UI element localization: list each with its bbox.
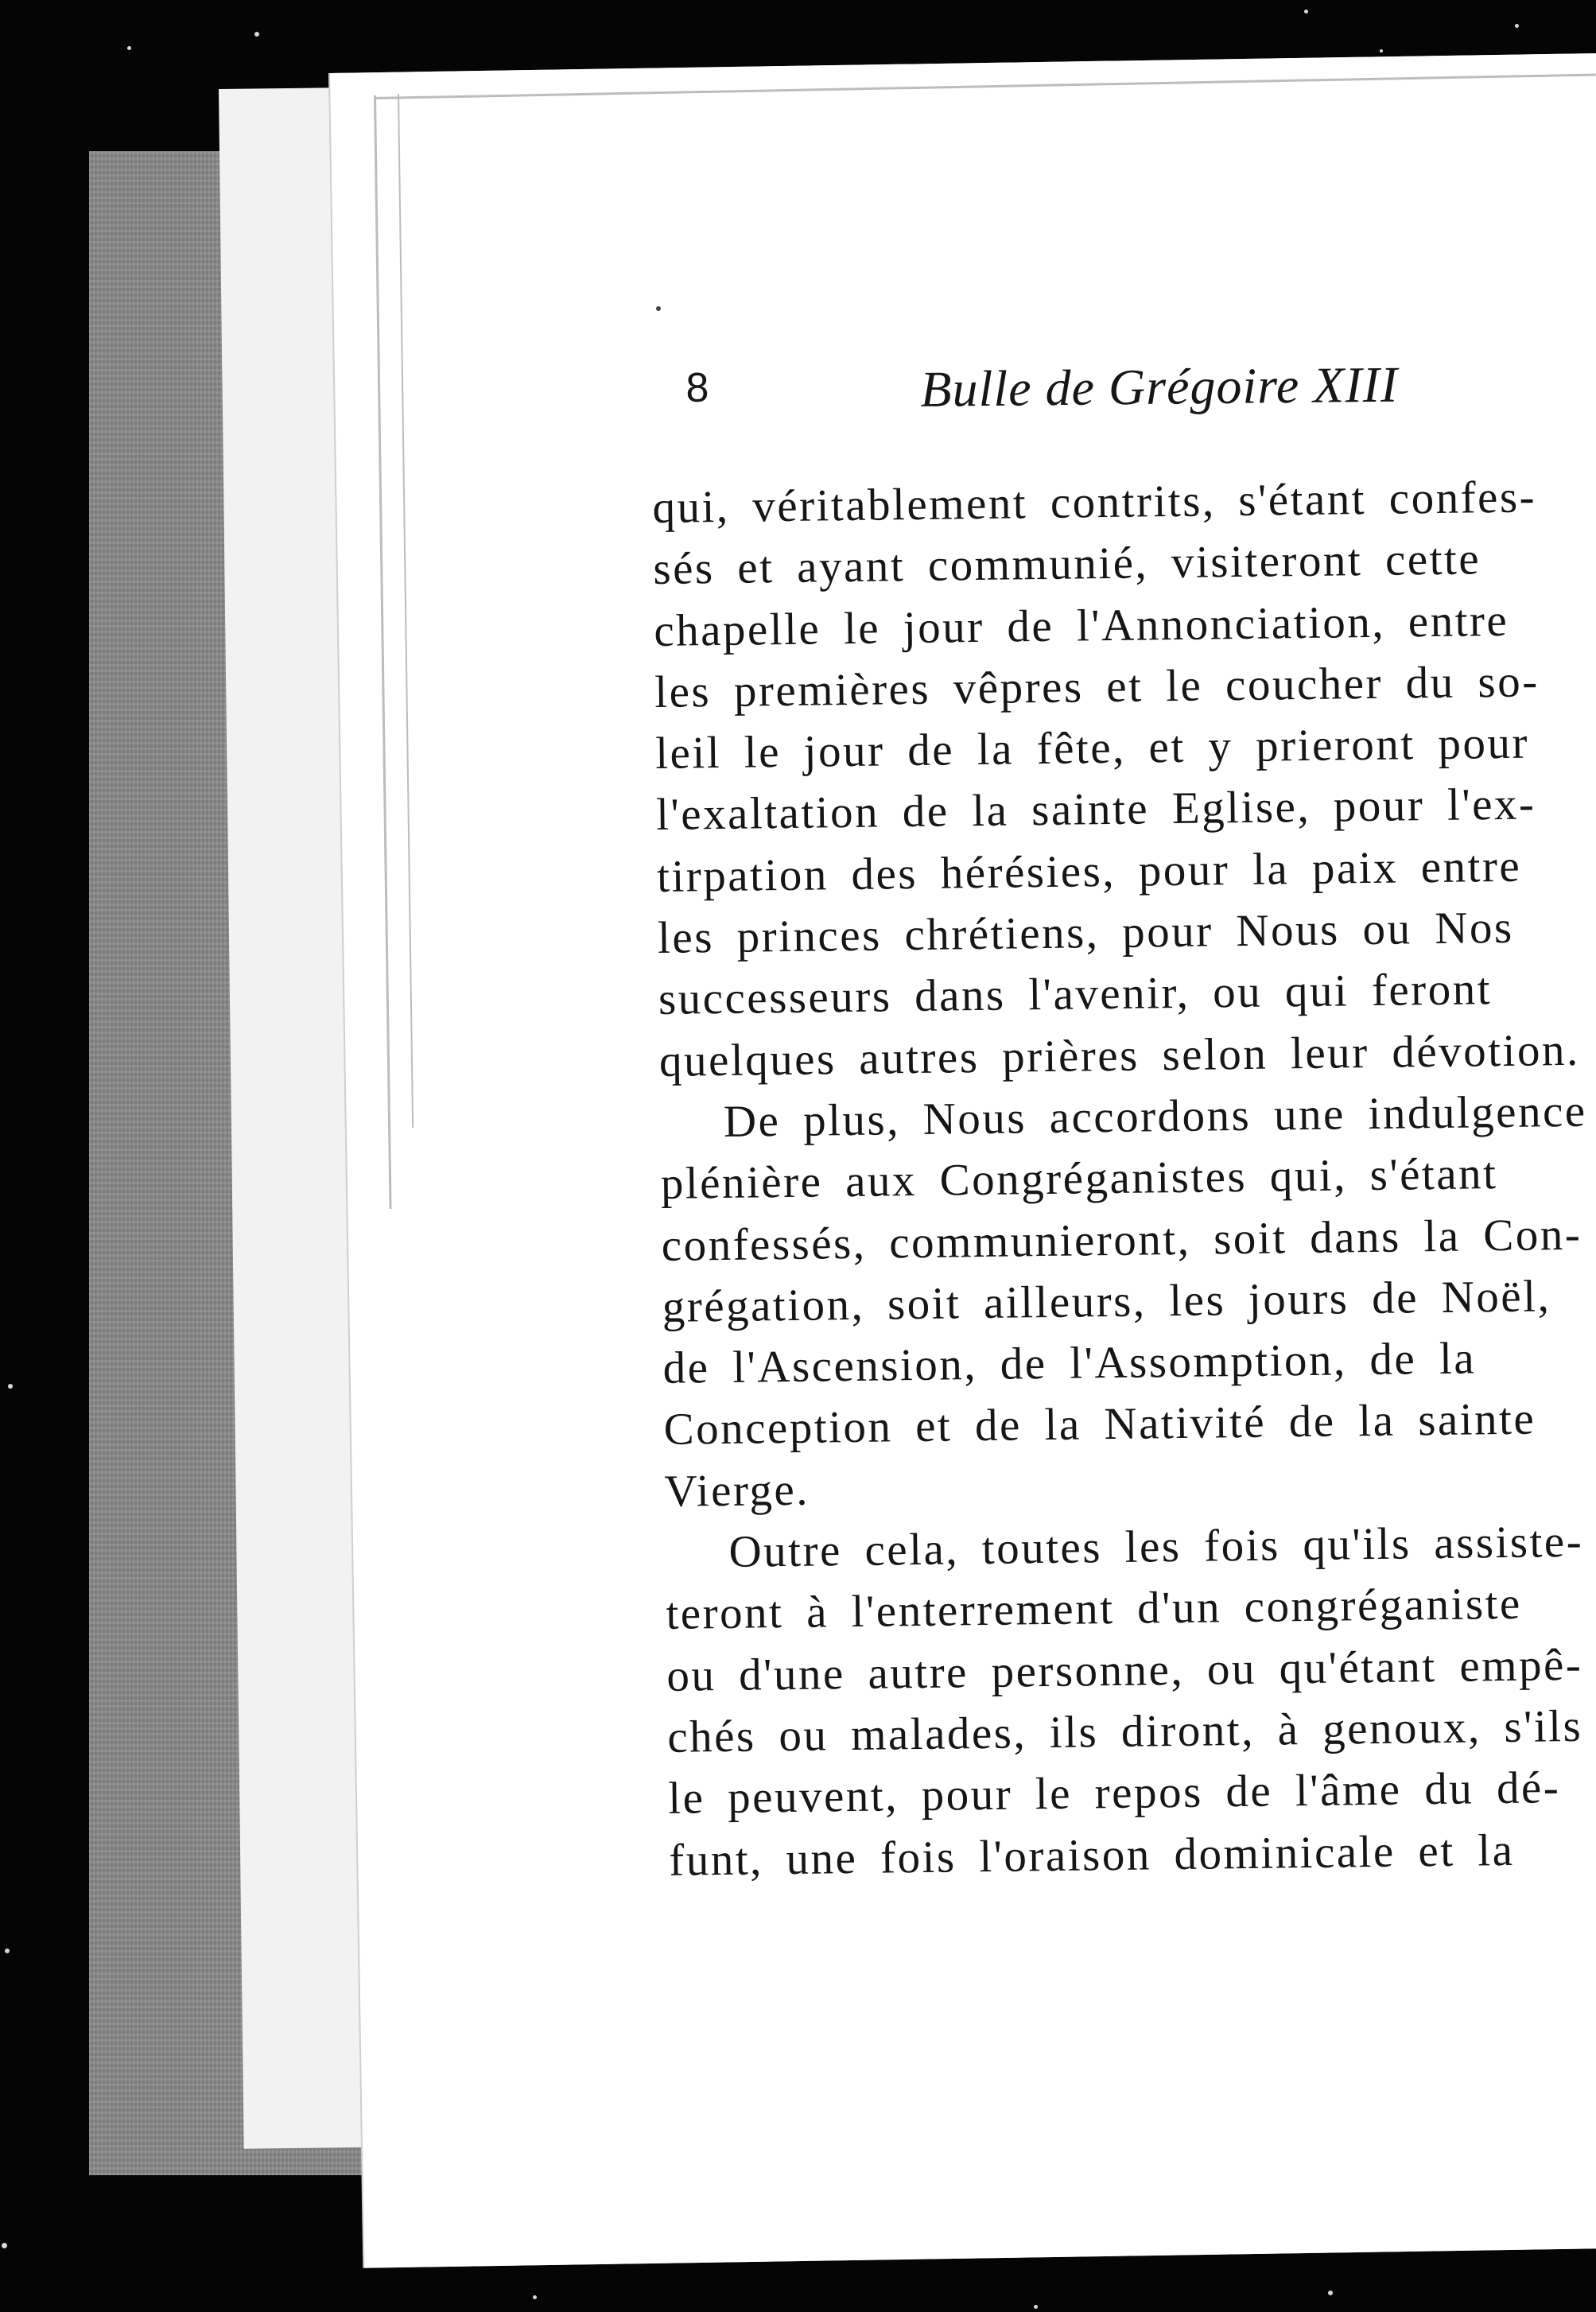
text-line: Conception et de la Nativité de la sainte [663,1393,1536,1455]
text-line: chés ou malades, ils diront, à genoux, s'ils [666,1700,1583,1762]
text-line: sés et ayant communié, visiteront cette [653,534,1481,595]
running-title: Bulle de Grégoire XIII [920,356,1399,418]
text-line: ou d'une autre personne, ou qu'étant empê- [666,1639,1583,1701]
text-line: qui, véritablement contrits, s'étant confes- [652,472,1537,533]
text-line: Outre cela, toutes les fois qu'ils assiste- [728,1516,1584,1577]
text-line: teront à l'enterrement d'un congréganiste [666,1579,1523,1640]
text-line: confessés, communieront, soit dans la Con- [661,1209,1582,1271]
text-line: chapelle le jour de l'Annonciation, entre [653,595,1509,656]
body-text [652,465,1596,1891]
text-line: l'exaltation de la sainte Eglise, pour l'ex- [655,779,1536,841]
text-line: successeurs dans l'avenir, ou qui feront [658,964,1493,1025]
text-line: quelques autres prières selon leur dévotion. [658,1024,1580,1086]
text-line: De plus, Nous accordons une indulgence [723,1086,1587,1147]
text-line: leil le jour de la fête, et y prieront pour [654,717,1530,779]
text-line: plénière aux Congréganistes qui, s'étant [660,1148,1498,1210]
text-line: tirpation des hérésies, pour la paix entre [656,841,1522,902]
text-line: de l'Ascension, de l'Assomption, de la [662,1333,1477,1394]
text-line: le peuvent, pour le repos de l'âme du dé- [667,1762,1561,1824]
text-line: les princes chrétiens, pour Nous ou Nos [657,902,1514,964]
text-line: Vierge. [664,1464,810,1517]
text-line: grégation, soit ailleurs, les jours de Noël, [662,1271,1551,1332]
text-line: funt, une fois l'oraison dominicale et la [668,1824,1515,1886]
running-header [685,347,1596,452]
text-line: les premières vêpres et le coucher du so- [654,656,1540,717]
page-number: 8 [685,364,710,411]
